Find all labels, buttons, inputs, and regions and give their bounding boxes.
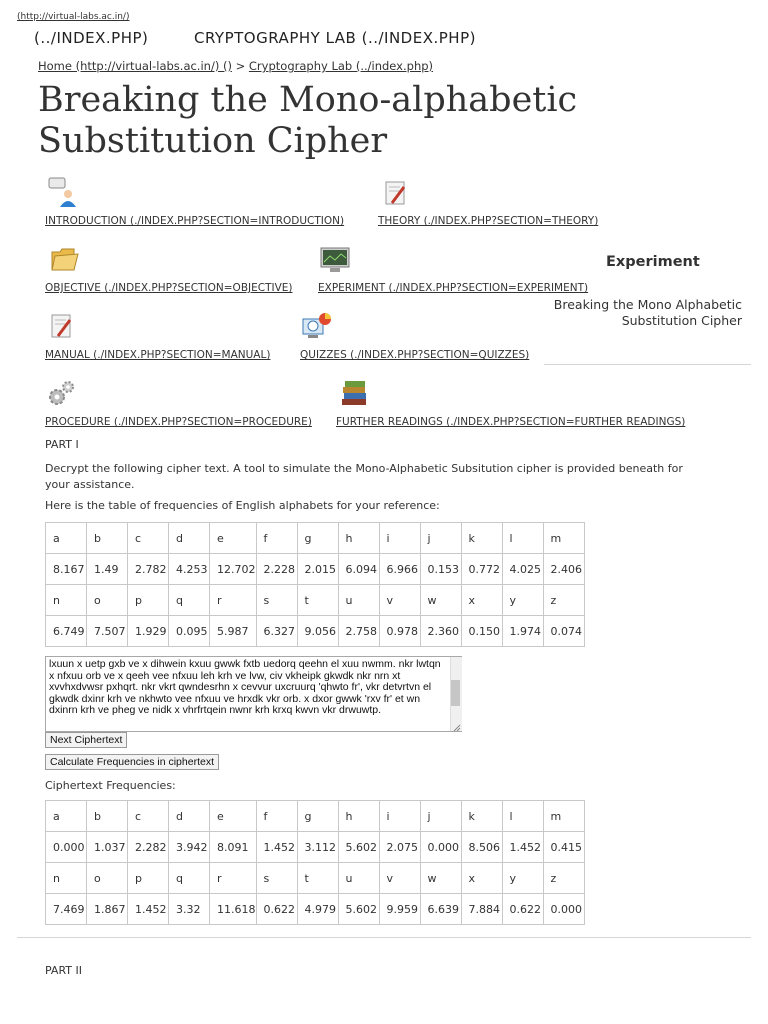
table-cell: 1.49 (87, 554, 128, 585)
sidebar-experiment-title: Breaking the Mono Alphabetic Substitution Cipher (553, 297, 742, 328)
table-cell: u (338, 585, 379, 616)
table-cell: 2.406 (543, 554, 584, 585)
table-cell: 12.702 (210, 554, 257, 585)
table-cell: n (46, 585, 87, 616)
section-introduction-link[interactable]: INTRODUCTION (./INDEX.PHP?SECTION=INTRODUCTION) (45, 215, 345, 227)
table-cell: t (297, 863, 338, 894)
table-cell: 0.000 (420, 832, 461, 863)
nav-index-link[interactable]: (../INDEX.PHP) (34, 29, 149, 47)
part-divider (17, 937, 751, 938)
table-cell: y (502, 863, 543, 894)
ciphertext-frequency-table (45, 800, 585, 925)
objective-folder-icon[interactable] (50, 244, 80, 274)
table-cell: u (338, 863, 379, 894)
table-cell: 9.056 (297, 616, 338, 647)
table-cell: 2.282 (128, 832, 169, 863)
table-row (46, 523, 585, 554)
table-cell: l (502, 523, 543, 554)
table-cell: v (379, 863, 420, 894)
table-cell: 4.025 (502, 554, 543, 585)
breadcrumb (38, 59, 433, 73)
next-ciphertext-button[interactable]: Next Ciphertext (45, 732, 127, 748)
english-frequency-table (45, 522, 585, 647)
table-cell: k (461, 523, 502, 554)
table-cell: 6.327 (256, 616, 297, 647)
section-theory-link[interactable]: THEORY (./INDEX.PHP?SECTION=THEORY) (378, 215, 599, 227)
table-cell: 0.772 (461, 554, 502, 585)
table-cell: z (543, 863, 584, 894)
table-cell: f (256, 523, 297, 554)
table-cell: 0.095 (169, 616, 210, 647)
table-cell: q (169, 863, 210, 894)
table-cell: 8.506 (461, 832, 502, 863)
table-cell: b (87, 801, 128, 832)
table-cell: m (543, 801, 584, 832)
table-cell: 2.758 (338, 616, 379, 647)
table-row (46, 863, 585, 894)
table-cell: 0.415 (543, 832, 584, 863)
table-cell: 2.360 (420, 616, 461, 647)
table-cell: 2.015 (297, 554, 338, 585)
breadcrumb-home-link[interactable]: Home (http://virtual-labs.ac.in/) () (38, 59, 232, 73)
section-manual-link[interactable]: MANUAL (./INDEX.PHP?SECTION=MANUAL) (45, 349, 271, 361)
table-cell: r (210, 863, 257, 894)
table-cell: k (461, 801, 502, 832)
resize-grip-icon[interactable] (453, 724, 461, 732)
table-cell: v (379, 585, 420, 616)
section-experiment-link[interactable]: EXPERIMENT (./INDEX.PHP?SECTION=EXPERIMENT) (318, 282, 589, 294)
section-further-readings-link[interactable]: FURTHER READINGS (./INDEX.PHP?SECTION=FURTHER READINGS) (336, 416, 686, 428)
section-objective-link[interactable]: OBJECTIVE (./INDEX.PHP?SECTION=OBJECTIVE) (45, 282, 293, 294)
table-cell: 3.942 (169, 832, 210, 863)
section-procedure-link[interactable]: PROCEDURE (./INDEX.PHP?SECTION=PROCEDURE) (45, 416, 312, 428)
theory-icon[interactable] (382, 179, 412, 209)
decrypt-instructions: Decrypt the following cipher text. A tool to simulate the Mono-Alphabetic Subsitution cipher is provided beneath for your assistance. (45, 462, 683, 491)
table-cell: 11.618 (210, 894, 257, 925)
table-cell: 6.639 (420, 894, 461, 925)
table-cell: l (502, 801, 543, 832)
table-cell: h (338, 801, 379, 832)
table-cell: 2.075 (379, 832, 420, 863)
table-row (46, 554, 585, 585)
table-cell: g (297, 523, 338, 554)
table-cell: 2.228 (256, 554, 297, 585)
table-cell: o (87, 863, 128, 894)
sidebar-divider (544, 364, 751, 365)
table-cell: 3.112 (297, 832, 338, 863)
introduction-icon[interactable] (48, 177, 78, 207)
table-cell: 5.987 (210, 616, 257, 647)
procedure-gears-icon[interactable] (46, 379, 76, 409)
table-cell: e (210, 523, 257, 554)
experiment-monitor-icon[interactable] (320, 245, 350, 275)
table-cell: 8.091 (210, 832, 257, 863)
table-cell: f (256, 801, 297, 832)
table-cell: w (420, 863, 461, 894)
table-cell: c (128, 523, 169, 554)
table-cell: i (379, 523, 420, 554)
table-cell: q (169, 585, 210, 616)
table-cell: 0.000 (46, 832, 87, 863)
table-cell: 9.959 (379, 894, 420, 925)
table-cell: c (128, 801, 169, 832)
table-cell: 0.000 (543, 894, 584, 925)
table-row (46, 585, 585, 616)
table-cell: g (297, 801, 338, 832)
further-readings-books-icon[interactable] (340, 378, 370, 408)
section-quizzes-link[interactable]: QUIZZES (./INDEX.PHP?SECTION=QUIZZES) (300, 349, 530, 361)
table-cell: z (543, 585, 584, 616)
table-cell: 0.150 (461, 616, 502, 647)
table-cell: 6.966 (379, 554, 420, 585)
calculate-frequencies-button[interactable]: Calculate Frequencies in ciphertext (45, 754, 219, 770)
ciphertext-scrollbar-thumb[interactable] (451, 680, 460, 706)
table-cell: p (128, 585, 169, 616)
table-cell: 2.782 (128, 554, 169, 585)
table-cell: 0.622 (502, 894, 543, 925)
table-row (46, 801, 585, 832)
table-cell: e (210, 801, 257, 832)
table-cell: t (297, 585, 338, 616)
table-cell: n (46, 863, 87, 894)
table-cell: j (420, 801, 461, 832)
table-cell: m (543, 523, 584, 554)
frequency-table-intro: Here is the table of frequencies of English alphabets for your reference: (45, 499, 440, 512)
table-cell: s (256, 863, 297, 894)
table-cell: 8.167 (46, 554, 87, 585)
table-cell: s (256, 585, 297, 616)
table-row (46, 894, 585, 925)
table-cell: r (210, 585, 257, 616)
table-cell: 4.979 (297, 894, 338, 925)
table-cell: 3.32 (169, 894, 210, 925)
table-cell: 1.974 (502, 616, 543, 647)
table-cell: 7.469 (46, 894, 87, 925)
table-cell: 6.094 (338, 554, 379, 585)
table-row (46, 832, 585, 863)
table-cell: 6.749 (46, 616, 87, 647)
table-cell: 0.978 (379, 616, 420, 647)
table-cell: x (461, 585, 502, 616)
table-cell: d (169, 523, 210, 554)
quizzes-icon[interactable] (302, 311, 332, 341)
table-cell: d (169, 801, 210, 832)
table-cell: 1.929 (128, 616, 169, 647)
ciphertext-textarea[interactable]: lxuun x uetp gxb ve x dihwein kxuu gwwk fxtb uedorq qeehn el xuu nwmm. nkr lwtqn x nfxuu orb ve x qeeh vee nfxuu leh krh ve lvw, civ vkheipk gkwdk nkr nrn xt xvvhxdvwsr pxhqrt. nkr vkrt qwndesrhn x cevvur uxcruurq 'qhwto fr', vkr detvrtvn el gkwdk dxinr krh ve nkhwto vee nfxuu ve hrxdk vkr orb. x dxor gwwk 'rxv fr' et wn dxinrn krh ve pheg ve nidk x vhrfrtqein nwnr krh krxq kwvn vkr drwuwtp. (45, 656, 462, 732)
breadcrumb-separator: > (235, 59, 246, 73)
table-cell: 0.074 (543, 616, 584, 647)
table-cell: 5.602 (338, 894, 379, 925)
table-cell: 7.884 (461, 894, 502, 925)
table-cell: h (338, 523, 379, 554)
table-cell: a (46, 801, 87, 832)
table-cell: 1.452 (256, 832, 297, 863)
sidebar-heading: Experiment (606, 254, 700, 270)
table-cell: 0.153 (420, 554, 461, 585)
table-cell: 5.602 (338, 832, 379, 863)
part-two-heading: PART II (45, 964, 83, 977)
table-row (46, 616, 585, 647)
table-cell: j (420, 523, 461, 554)
table-cell: 0.622 (256, 894, 297, 925)
nav-cryptography-lab-link[interactable]: CRYPTOGRAPHY LAB (../INDEX.PHP) (194, 29, 476, 47)
page-title: Breaking the Mono-alphabetic Substitution Cipher (38, 80, 578, 161)
breadcrumb-lab-link[interactable]: Cryptography Lab (../index.php) (248, 59, 434, 73)
table-cell: a (46, 523, 87, 554)
table-cell: 1.037 (87, 832, 128, 863)
ciphertext-frequencies-label: Ciphertext Frequencies: (45, 779, 176, 792)
table-cell: o (87, 585, 128, 616)
table-cell: i (379, 801, 420, 832)
table-cell: 1.452 (128, 894, 169, 925)
table-cell: y (502, 585, 543, 616)
table-cell: x (461, 863, 502, 894)
table-cell: 4.253 (169, 554, 210, 585)
table-cell: 7.507 (87, 616, 128, 647)
table-cell: w (420, 585, 461, 616)
manual-icon[interactable] (48, 312, 78, 342)
table-cell: 1.867 (87, 894, 128, 925)
home-url-link[interactable]: (http://virtual-labs.ac.in/) (17, 12, 130, 22)
table-cell: 1.452 (502, 832, 543, 863)
table-cell: p (128, 863, 169, 894)
part-one-heading: PART I (45, 438, 79, 451)
table-cell: b (87, 523, 128, 554)
